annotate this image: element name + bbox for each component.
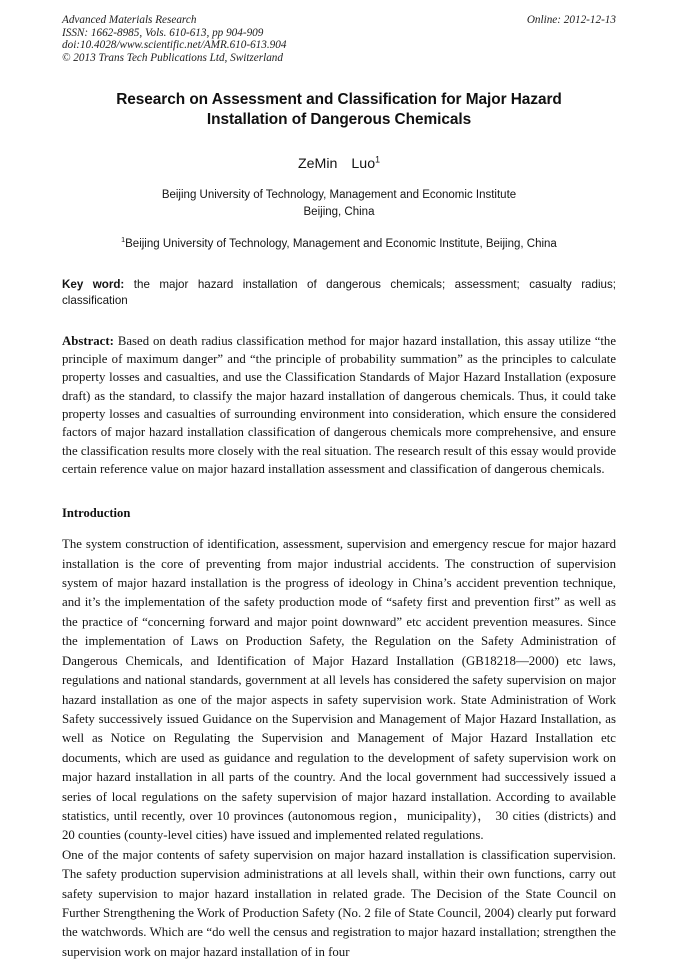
affiliation-footnote-text: Beijing University of Technology, Management and Economic Institute, Beijing, China bbox=[125, 238, 557, 251]
issn-volume-pages: ISSN: 1662-8985, Vols. 610-613, pp 904-909 bbox=[62, 26, 264, 39]
introduction-paragraph-2: One of the major contents of safety supervision on major hazard installation is classification supervision. The safety production supervision administrations at all levels shall, within their own functions, carry out safety supervision to major hazard installation in related grade. The Decision of the State Council on Further Strengthening the Work of Production Safety (No. 2 file of State Council, 2004) clearly put forward the watchwords. Which are “do well the census and registration to major hazard installation; strengthen the supervision work on major hazard installation of in four bbox=[62, 847, 616, 959]
doi-line: doi:10.4028/www.scientific.net/AMR.610-613.904 bbox=[62, 39, 287, 52]
journal-name: Advanced Materials Research bbox=[62, 14, 197, 26]
keyword-label: Key word: bbox=[62, 277, 125, 291]
affiliation-footnote bbox=[62, 236, 616, 253]
online-publication-date: Online: 2012-12-13 bbox=[526, 14, 616, 26]
journal-header-left bbox=[62, 14, 482, 64]
abstract-text: Based on death radius classification method for major hazard installation, this assay utilize “the principle of maximum danger” and “the principle of probability summation” as the principles to calculate property losses and casualties, and use the Classification Standards of Major Hazard Installation (exposure draft) as the standard, to classify the major hazard installation of dangerous chemicals. Thus, it could take property losses and casualties of surrounding environment into consideration, which ensure the considered factors of major hazard installation classification of dangerous chemicals more comprehensive, and ensure the classification results more closely with the real situation. The research result of this essay would provide certain reference value on major hazard installation assessment and classification of dangerous chemicals. bbox=[62, 333, 617, 476]
abstract-block bbox=[62, 332, 616, 478]
copyright-line: © 2013 Trans Tech Publications Ltd, Switzerland bbox=[62, 51, 283, 64]
affiliation-primary bbox=[62, 187, 616, 220]
page-content bbox=[62, 14, 616, 962]
page-title: Research on Assessment and Classification for Major Hazard Installation of Dangerous Chemicals bbox=[116, 91, 562, 128]
affiliation-city: Beijing, China bbox=[303, 205, 375, 218]
journal-header bbox=[62, 14, 616, 64]
abstract-label: Abstract: bbox=[62, 333, 114, 348]
author-given-name: ZeMin bbox=[298, 156, 338, 173]
author-family-name: Luo bbox=[351, 156, 376, 173]
section-heading-introduction: Introduction bbox=[62, 506, 131, 521]
author-line bbox=[62, 155, 616, 173]
keyword-text: the major hazard installation of dangerous chemicals; assessment; casualty radius; classification bbox=[62, 277, 616, 308]
affiliation-institute: Beijing University of Technology, Management and Economic Institute bbox=[161, 189, 517, 202]
affiliation-footnote-marker: 1 bbox=[121, 236, 126, 245]
author-affiliation-marker: 1 bbox=[375, 154, 380, 165]
introduction-paragraph-1: The system construction of identification, assessment, supervision and emergency rescue for major hazard installation is the core of preventing from major industrial accidents. The construction of supervision system of major hazard installation is the progress of ideology in China’s accident prevention technique, and it’s the implementation of the safety production mode of “safety first and prevention first” as well as the practice of “concerning forward and major point downward” etc accident prevention measures. Since the implementation of Laws on Production Safety, the Regulation on the Safety Administration of Dangerous Chemicals, and Identification of Major Hazard Installation (GB18218—2000) etc laws, regulations and national standards, government at all levels has considered the safety supervision on major hazard installation as one of the major aspects in safety supervision work. State Administration of Work Safety successively issued Guidance on the Supervision and Management of Major Hazard Installation, as well as Notice on Regulating the Supervision and Management of Major Hazard Installation etc documents, which are used as guidance and regulation to the development of safety supervision work on major hazard installation in all parts of the country. And the local government had successively issued a series of local regulations on the safety supervision of major hazard installation. According to available statistics, until recently, over 10 provinces (autonomous region，municipality)， 30 cities (districts) and 20 counties (county-level cities) have issued and implemented related regulations. bbox=[62, 537, 616, 843]
keyword-block bbox=[62, 277, 616, 310]
